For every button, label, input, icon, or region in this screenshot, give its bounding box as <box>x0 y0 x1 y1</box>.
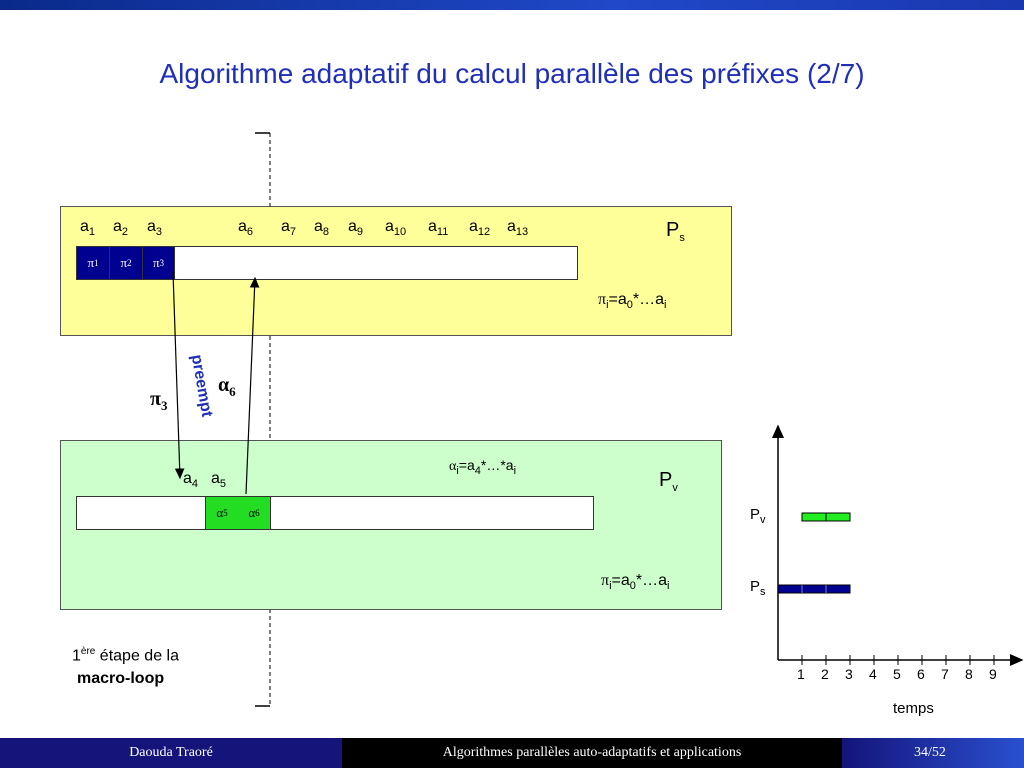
timeline-tick-5: 5 <box>893 666 901 682</box>
pv-cell-alpha5: α 5 <box>205 497 239 529</box>
pv-prefix-formula: $\pi_i=a_0*\dots a_i$ <box>601 572 670 593</box>
step-note-macro-loop: macro-loop <box>77 670 165 687</box>
timeline-tick-7: 7 <box>941 666 949 682</box>
timeline-tick-4: 4 <box>869 666 877 682</box>
pv-token-a5: $a_5$ <box>211 470 227 491</box>
footer-author: Daouda Traoré <box>129 745 213 760</box>
ps-cell-pi1: π 1 <box>77 247 110 279</box>
footer-page-number: 34/52 <box>914 745 946 760</box>
pv-cell-alpha6: α 6 <box>238 497 271 529</box>
pv-token-a4: $a_4$ <box>183 470 199 491</box>
ps-token-a3: $a_3$ <box>147 218 163 239</box>
timeline-tick-2: 2 <box>821 666 829 682</box>
footer-course-title: Algorithmes parallèles auto-adaptatifs et applications <box>442 745 742 760</box>
pv-label: $P_v$ <box>659 469 678 494</box>
ps-cell-pi3: π 3 <box>143 247 175 279</box>
timeline-tick-9: 9 <box>989 666 997 682</box>
timeline-chart <box>740 420 1024 700</box>
pi3-transfer-arrow <box>173 272 180 478</box>
slide-title: Algorithme adaptatif du calcul parallèle des préfixes (2/7) <box>159 58 865 89</box>
pv-alpha-formula: $\alpha_i=a_4*\dots*a_i$ <box>449 457 517 477</box>
ps-activity-bar <box>778 585 850 593</box>
ps-token-a9: $a_9$ <box>348 218 364 239</box>
ps-token-a12: $a_{12}$ <box>469 218 491 239</box>
ps-token-a1: $a_1$ <box>80 218 96 239</box>
ps-token-a13: $a_{13}$ <box>507 218 529 239</box>
timeline-xlabel: temps <box>893 700 934 717</box>
ps-token-a11: $a_{11}$ <box>428 218 449 239</box>
timeline-tick-8: 8 <box>965 666 973 682</box>
timeline-tick-3: 3 <box>845 666 853 682</box>
ps-cell-pi2: π 2 <box>110 247 143 279</box>
timeline-tick-6: 6 <box>917 666 925 682</box>
timeline-pv-label: $P_v$ <box>750 506 766 526</box>
alpha6-arrow-label: $\alpha_6$ <box>218 374 236 399</box>
timeline-ps-label: $P_s$ <box>750 578 766 598</box>
preempt-label: preempt <box>187 353 216 419</box>
alpha6-transfer-arrow <box>246 278 255 494</box>
ps-token-a8: $a_8$ <box>314 218 330 239</box>
ps-prefix-formula: $\pi_i=a_0*\dots a_i$ <box>598 291 667 312</box>
step-note: 1ère étape de la <box>72 646 179 665</box>
timeline-tick-1: 1 <box>797 666 805 682</box>
ps-token-a6: $a_6$ <box>238 218 254 239</box>
ps-token-a10: $a_{10}$ <box>385 218 407 239</box>
ps-label: $P_s$ <box>666 219 685 244</box>
pi3-arrow-label: $\pi_3$ <box>150 388 168 413</box>
ps-token-a7: $a_7$ <box>281 218 297 239</box>
ps-token-a2: $a_2$ <box>113 218 129 239</box>
